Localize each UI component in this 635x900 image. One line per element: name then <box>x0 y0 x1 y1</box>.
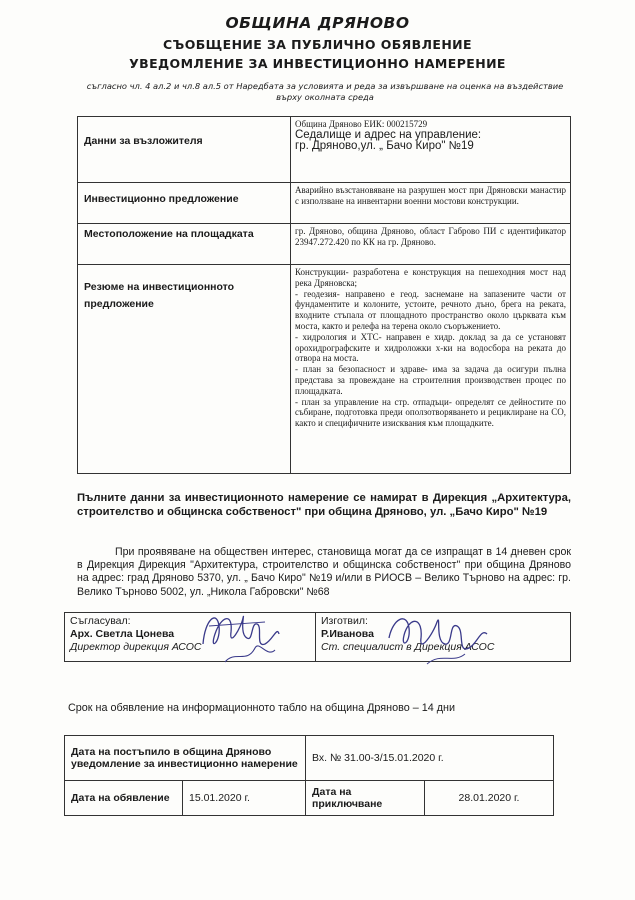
assignor-label: Данни за възложителя <box>78 117 291 183</box>
summary-hydrology: - хидрология и ХТС- направен е хидр. доклад за да се установят орохидрографските и хидроложки х-ки на водосбора на реката до отвора на моста. <box>295 331 566 364</box>
prepared-name: Р.Иванова <box>321 628 374 640</box>
assignor-value <box>291 117 571 183</box>
assignor-seat-label: Седалище и адрес на управление: <box>295 128 482 141</box>
summary-value <box>291 265 571 474</box>
summary-label: Резюме на инвестиционното предложение <box>78 265 291 474</box>
municipality-title: ОБЩИНА ДРЯНОВО <box>225 14 410 32</box>
summary-safety-plan: - план за безопасност и здраве- има за задача да осигури пълна представа за провеждане на строителния производствен процес по площадката. <box>295 364 566 396</box>
location-row <box>78 224 571 265</box>
location-label: Местоположение на площадката <box>78 224 291 265</box>
assignor-row <box>78 117 571 183</box>
dates-table <box>64 735 554 816</box>
notification-title: УВЕДОМЛЕНИЕ ЗА ИНВЕСТИЦИОННО НАМЕРЕНИЕ <box>129 56 506 71</box>
location-value: гр. Дряново, община Дряново, област Габрово ПИ с идентификатор 23947.272.420 по КК на гр. Дряново. <box>291 224 571 265</box>
proposal-label: Инвестиционно предложение <box>78 183 291 224</box>
prepared-position: Ст. специалист в Дирекция АСОС <box>321 641 495 653</box>
summary-construction: Конструкции- разработена е конструкция на пешеходния мост над река Дряновска; <box>295 267 566 288</box>
agreed-label: Съгласувал: <box>70 615 131 627</box>
proposal-value: Аварийно възстановяване на разрушен мост при Дряновски манастир с използване на инвентарни военни мостови конструкции. <box>291 183 571 224</box>
assignor-address: гр. Дряново,ул. „ Бачо Киро" №19 <box>295 139 474 152</box>
announce-label: Дата на обявление <box>65 781 183 816</box>
notice-title: СЪОБЩЕНИЕ ЗА ПУБЛИЧНО ОБЯВЛЕНИЕ <box>162 37 472 52</box>
received-value: Вх. № 31.00-3/15.01.2020 г. <box>306 736 554 781</box>
proposal-row <box>78 183 571 224</box>
summary-row <box>78 265 571 474</box>
full-data-note: Пълните данни за инвестиционното намерение се намират в Дирекция „Архитектура, строителство и общинска собственост" при община Дряново, ул. „Бачо Киро" №19 <box>77 492 571 518</box>
end-label: Дата на приключване <box>306 781 425 816</box>
announcement-period: Срок на обявление на информационното табло на община Дряново – 14 дни <box>68 702 456 714</box>
public-interest-paragraph: При проявяване на обществен интерес, становища могат да се изпращат в 14 дневен срок в Дирекция Дирекция "Архитектура, строителство и общинска собственост" при община Дряново на адрес: град Дряново 5370, ул. „ Бачо Киро" №19 и/или в РИОСВ – Велико Търново на адрес: гр. Велико Търново 5002, ул. „Никола Габровски" №68 <box>77 546 571 598</box>
end-value: 28.01.2020 г. <box>425 781 554 816</box>
agreed-cell <box>65 613 316 662</box>
prepared-cell <box>316 613 571 662</box>
agreed-position: Директор дирекция АСОС <box>70 641 202 653</box>
assignor-name: Община Дряново ЕИК: 000215729 <box>295 119 428 129</box>
received-label: Дата на постъпило в община Дряново уведомление за инвестиционно намерение <box>65 736 306 781</box>
agreed-name: Арх. Светла Цонева <box>70 628 175 640</box>
legal-basis: съгласно чл. 4 ал.2 и чл.8 ал.5 от Наредбата за условията и реда за извършване на оценка на въздействие върху околната среда <box>86 81 564 102</box>
signatures-table <box>64 612 571 662</box>
summary-geodesy: - геодезия- направено е геод. заснемане на запазените части от фундаментите и колоните, устоите, речното дъно, брега на реката, входните стъпала от площадното пространство около църквата към моста, както и релефа на терена около съоръжението. <box>295 288 566 331</box>
announce-value: 15.01.2020 г. <box>183 781 306 816</box>
investment-info-table <box>77 116 571 474</box>
summary-waste-plan: - план за управление на стр. отпадъци- определят се дейностите по събиране, подготовка преди оползотворяването и рециклиране на СО, както и специфичните изисквания към площадките. <box>295 396 566 429</box>
prepared-label: Изготвил: <box>321 615 368 627</box>
